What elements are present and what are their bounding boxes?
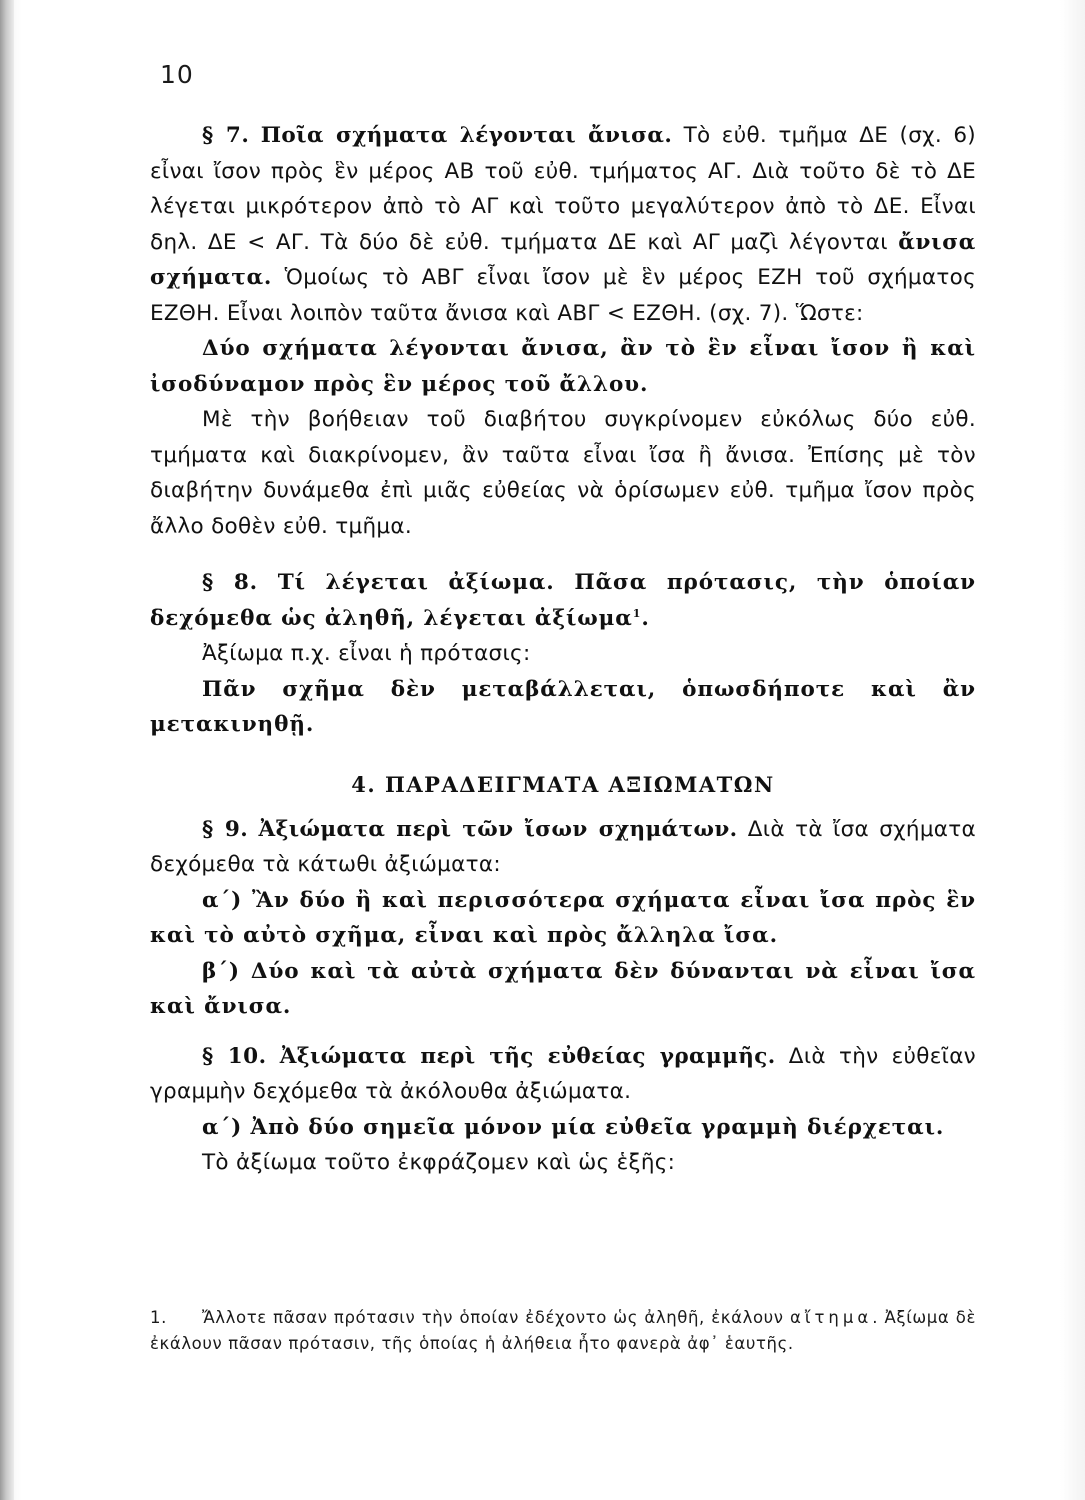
section-9-title: Ἀξιώματα περὶ τῶν ἴσων σχημάτων.	[258, 816, 738, 842]
section-10-title: Ἀξιώματα περὶ τῆς εὐθείας γραμμῆς.	[279, 1043, 776, 1069]
footnote-text: Ἄλλοτε πᾶσαν πρότασιν τὴν ὁποίαν ἐδέχοντο ὡς ἀληθῆ, ἐκάλουν	[202, 1308, 791, 1327]
section-9-axiom-b: β΄) Δύο καὶ τὰ αὐτὰ σχήματα δὲν δύνανται νὰ εἶναι ἴσα καὶ ἄνισα.	[150, 958, 976, 1019]
section-7-paragraph	[150, 118, 976, 331]
footnote-term: αἴτημα	[790, 1308, 873, 1327]
section-10-axiom-a: α΄) Ἀπὸ δύο σημεῖα μόνον μία εὐθεῖα γραμμὴ διέρχεται.	[202, 1114, 945, 1140]
section-7-text: Τὸ εὐθ. τμῆμα ΔΕ (σχ. 6) εἶναι ἴσον πρὸς ἓν μέρος ΑΒ τοῦ εὐθ. τμήματος ΑΓ. Διὰ τοῦτο δὲ τὸ ΔΕ λέγεται μικρότερον ἀπὸ τὸ ΑΓ καὶ τοῦτο μεγαλύτερον ἀπὸ τὸ ΔΕ. Εἶναι δηλ. ΔΕ < ΑΓ. Τὰ δύο δὲ εὐθ. τμήματα ΔΕ καὶ ΑΓ μαζὶ λέγονται	[150, 123, 976, 255]
section-7-compass-paragraph: Μὲ τὴν βοήθειαν τοῦ διαβήτου συγκρίνομεν εὐκόλως δύο εὐθ. τμήματα καὶ διακρίνομεν, ἂν ταῦτα εἶναι ἴσα ἢ ἄνισα. Ἐπίσης μὲ τὸν διαβήτην δυνάμεθα ἐπὶ μιᾶς εὐθείας νὰ ὁρίσωμεν εὐθ. τμῆμα ἴσον πρὸς ἄλλο δοθὲν εὐθ. τμῆμα.	[150, 407, 976, 539]
section-9-axiom-a: α΄) Ἂν δύο ἢ καὶ περισσότερα σχήματα εἶναι ἴσα πρὸς ἓν καὶ τὸ αὐτὸ σχῆμα, εἶναι καὶ πρὸς ἄλληλα ἴσα.	[150, 887, 976, 948]
page-binding-edge	[0, 0, 14, 1500]
section-8-example: Πᾶν σχῆμα δὲν μεταβάλλεται, ὁπωσδήποτε καὶ ἂν μετακινηθῇ.	[150, 676, 976, 737]
section-8-number: § 8.	[202, 570, 259, 595]
main-text	[150, 118, 976, 1181]
section-7-text-continued: Ὁμοίως τὸ ΑΒΓ εἶναι ἴσον μὲ ἓν μέρος ΕΖΗ τοῦ σχήματος ΕΖΘΗ. Εἶναι λοιπὸν ταῦτα ἄνισα καὶ ΑΒΓ < ΕΖΘΗ. (σχ. 7). Ὥστε:	[150, 265, 976, 326]
section-7-number: § 7.	[202, 123, 250, 148]
section-7-title: Ποῖα σχήματα λέγονται ἄνισα.	[260, 123, 673, 148]
section-10-closing: Τὸ ἀξίωμα τοῦτο ἐκφράζομεν καὶ ὡς ἑξῆς:	[202, 1150, 676, 1175]
page-number: 10	[160, 60, 194, 89]
section-10-paragraph	[150, 1039, 976, 1110]
section-9-number: § 9.	[202, 816, 249, 842]
section-8-paragraph: § 8. Τί λέγεται ἀξίωμα. Πᾶσα πρότασις, τὴν ὁποίαν δεχόμεθα ὡς ἀληθῆ, λέγεται ἀξίωμα$^1$.	[150, 570, 976, 631]
section-7-definition: Δύο σχήματα λέγονται ἄνισα, ἂν τὸ ἓν εἶναι ἴσον ἢ καὶ ἰσοδύναμον πρὸς ἓν μέρος τοῦ ἄλλου.	[150, 336, 976, 397]
section-8-title: Τί λέγεται ἀξίωμα.	[277, 570, 555, 595]
section-8-example-intro: Ἀξίωμα π.χ. εἶναι ἡ πρότασις:	[202, 641, 531, 666]
section-10-text: Διὰ τὴν εὐθεῖαν γραμμὴν δεχόμεθα τὰ ἀκόλουθα ἀξιώματα.	[150, 1043, 976, 1104]
footnote-reference: 1	[632, 606, 642, 620]
section-8-definition: Πᾶσα πρότασις, τὴν ὁποίαν δεχόμεθα ὡς ἀληθῆ, λέγεται ἀξίωμα	[150, 570, 976, 631]
section-9-paragraph	[150, 812, 976, 883]
footnote	[150, 1305, 976, 1357]
footnote-number: 1.	[150, 1308, 167, 1327]
section-10-number: § 10.	[202, 1043, 267, 1069]
chapter-heading: 4. ΠΑΡΑΔΕΙΓΜΑΤΑ ΑΞΙΩΜΑΤΩΝ	[351, 771, 775, 797]
footnote-text-continued: . Ἀξίωμα δὲ ἐκάλουν πᾶσαν πρότασιν, τῆς ὁποίας ἡ ἀλήθεια ἦτο φανερὰ ἀφ᾽ ἑαυτῆς.	[150, 1308, 976, 1353]
section-9-text: Διὰ τὰ ἴσα σχήματα δεχόμεθα τὰ κάτωθι ἀξιώματα:	[150, 816, 976, 877]
section-7-bold-term: ἄνισα σχήματα.	[150, 229, 976, 290]
